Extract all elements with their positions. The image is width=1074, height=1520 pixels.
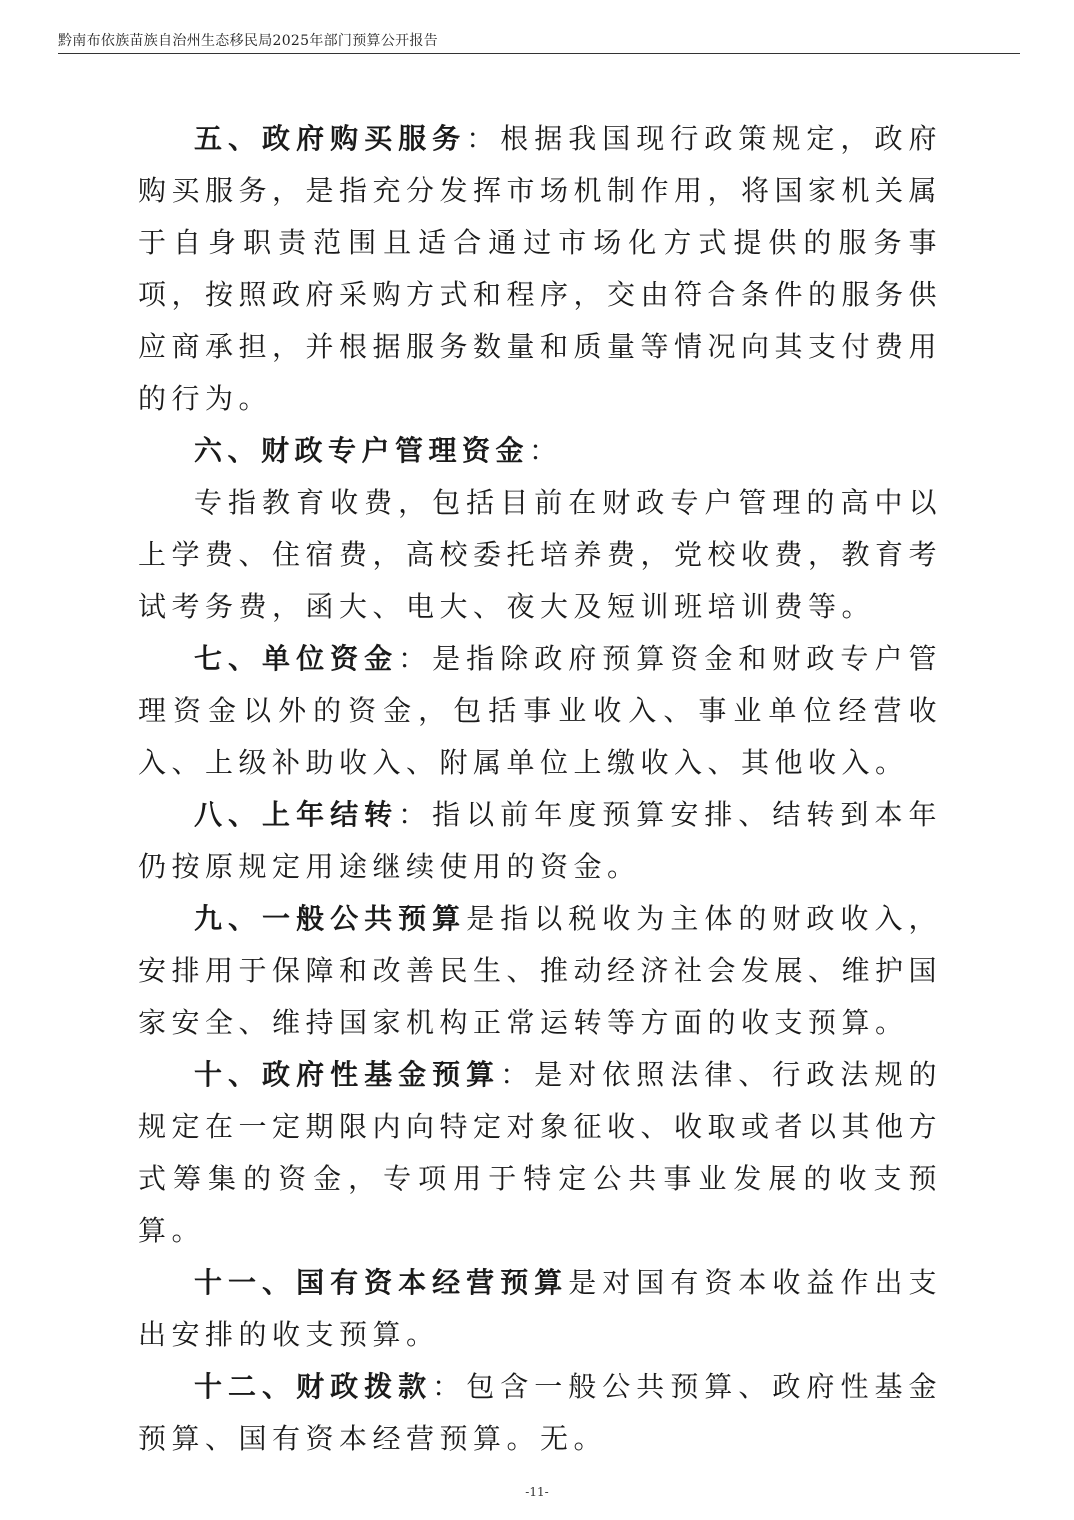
paragraph-text: 是指以税收为主体的财政收入，安排用于保障和改善民生、推动经济社会发展、维护国家安全、维持国家机构正常运转等方面的收支预算。 bbox=[138, 902, 943, 1039]
paragraph-text: 是对国有资本收益作出支出安排的收支预算。 bbox=[138, 1266, 942, 1351]
paragraph-text: ：根据我国现行政策规定，政府购买服务，是指充分发挥市场机制作用，将国家机关属于自身职责范围且适合通过市场化方式提供的服务事项，按照政府采购方式和程序，交由符合条件的服务供应商承担，并根据服务数量和质量等情况向其支付费用的行为。 bbox=[138, 122, 943, 415]
paragraph-state-capital-budget bbox=[138, 1257, 942, 1361]
paragraph-text: ：包含一般公共预算、政府性基金预算、国有资本经营预算。无。 bbox=[138, 1370, 942, 1455]
paragraph-heading: 九、一般公共预算 bbox=[194, 902, 467, 935]
paragraph-heading: 七、单位资金 bbox=[194, 642, 399, 675]
paragraph-text: ：是对依照法律、行政法规的规定在一定期限内向特定对象征收、收取或者以其他方式筹集的资金，专项用于特定公共事业发展的收支预算。 bbox=[138, 1058, 943, 1247]
paragraph-government-procurement-services bbox=[138, 113, 942, 425]
document-body bbox=[138, 113, 942, 1465]
paragraph-government-fund-budget bbox=[138, 1049, 942, 1257]
paragraph-text: ：指以前年度预算安排、结转到本年仍按原规定用途继续使用的资金。 bbox=[138, 798, 942, 883]
paragraph-heading: 六、财政专户管理资金 bbox=[194, 434, 530, 467]
page-number: -11- bbox=[525, 1485, 549, 1499]
paragraph-general-public-budget bbox=[138, 893, 942, 1049]
paragraph-unit-funds bbox=[138, 633, 942, 789]
paragraph-text: ： bbox=[529, 434, 563, 467]
paragraph-text: 专指教育收费，包括目前在财政专户管理的高中以上学费、住宿费，高校委托培养费，党校收费，教育考试考务费，函大、电大、夜大及短训班培训费等。 bbox=[138, 486, 943, 623]
paragraph-prior-year-carryover bbox=[138, 789, 942, 893]
paragraph-heading: 十、政府性基金预算 bbox=[194, 1058, 501, 1091]
page-header: 黔南布依族苗族自治州生态移民局2025年部门预算公开报告 bbox=[58, 33, 439, 49]
paragraph-heading: 十二、财政拨款 bbox=[194, 1370, 433, 1403]
paragraph-fiscal-appropriation bbox=[138, 1361, 942, 1465]
paragraph-fiscal-special-account-text bbox=[138, 477, 942, 633]
paragraph-text: ：是指除政府预算资金和财政专户管理资金以外的资金，包括事业收入、事业单位经营收入、上级补助收入、附属单位上缴收入、其他收入。 bbox=[138, 642, 942, 779]
paragraph-heading: 八、上年结转 bbox=[194, 798, 399, 831]
header-divider bbox=[58, 53, 1020, 54]
paragraph-heading: 五、政府购买服务 bbox=[194, 122, 467, 155]
paragraph-heading: 十一、国有资本经营预算 bbox=[194, 1266, 569, 1299]
paragraph-fiscal-special-account-heading bbox=[138, 425, 942, 477]
